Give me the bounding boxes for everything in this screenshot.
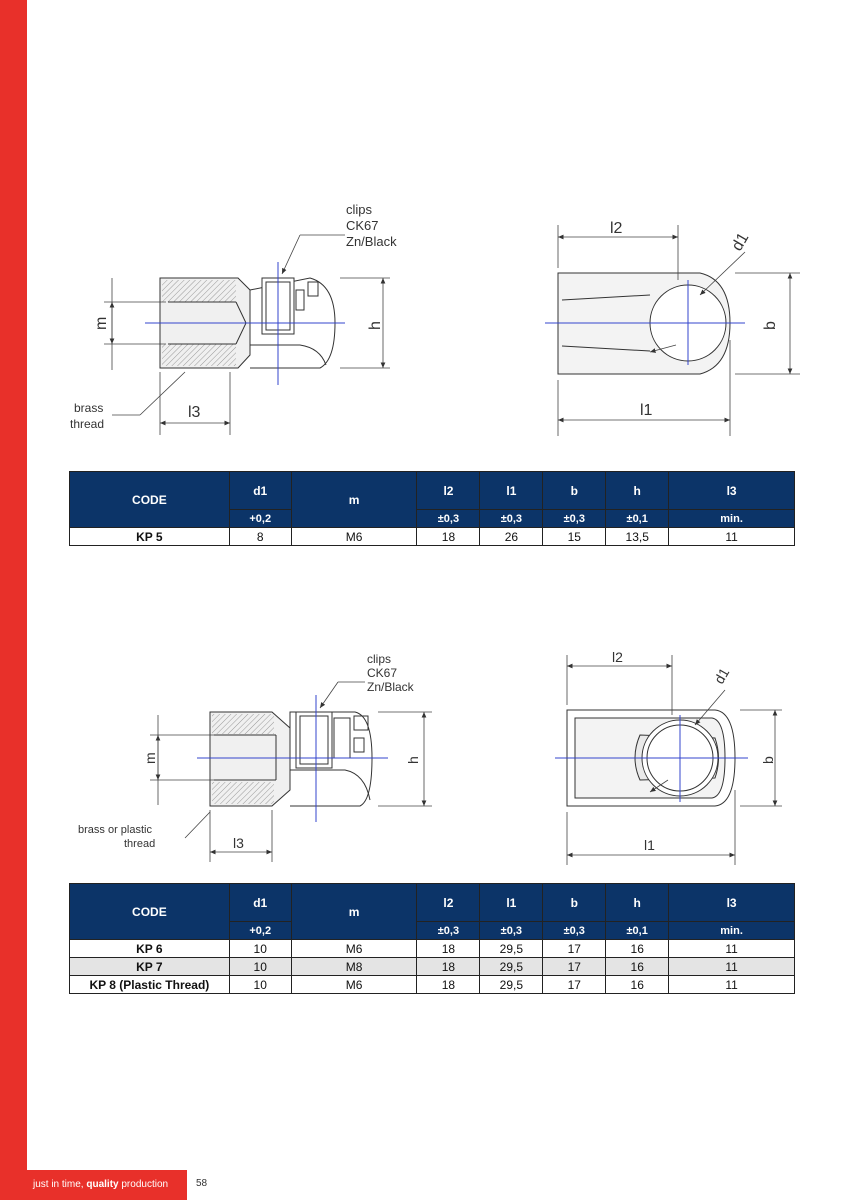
tol-l3: min. xyxy=(669,922,795,940)
cell-l1: 29,5 xyxy=(480,976,543,994)
cell-m: M6 xyxy=(291,528,417,546)
tol-h: ±0,1 xyxy=(606,510,669,528)
header-code: CODE xyxy=(70,884,230,940)
tagline-pre: just in time, xyxy=(33,1179,84,1190)
tagline-post: production xyxy=(121,1179,169,1190)
tol-b: ±0,3 xyxy=(543,922,606,940)
cell-l1: 29,5 xyxy=(480,940,543,958)
d1-clips-label-2: CK67 xyxy=(346,218,379,233)
table-row xyxy=(70,976,795,994)
cell-b: 17 xyxy=(543,940,606,958)
tagline-bold: quality xyxy=(86,1179,119,1190)
cell-l2: 18 xyxy=(417,976,480,994)
tol-l2: ±0,3 xyxy=(417,922,480,940)
d1-clips-label-3: Zn/Black xyxy=(346,234,397,249)
header-h: h xyxy=(606,472,669,510)
tol-l3: min. xyxy=(669,510,795,528)
cell-h: 16 xyxy=(606,976,669,994)
table-row xyxy=(70,940,795,958)
cell-l3: 11 xyxy=(669,528,795,546)
d2-h-label: h xyxy=(405,756,421,764)
spec-table-kp5 xyxy=(69,471,795,546)
cell-m: M6 xyxy=(291,976,417,994)
d2-clips-label-2: CK67 xyxy=(367,666,398,680)
cell-b: 17 xyxy=(543,958,606,976)
cell-d1: 10 xyxy=(229,958,291,976)
cell-l3: 11 xyxy=(669,958,795,976)
header-b: b xyxy=(543,884,606,922)
cell-code: KP 6 xyxy=(70,940,230,958)
d2-thread-label-1: brass or plastic xyxy=(78,824,152,836)
tol-h: ±0,1 xyxy=(606,922,669,940)
table-row xyxy=(70,528,795,546)
drawing2-side-view xyxy=(210,712,372,806)
cell-h: 16 xyxy=(606,940,669,958)
cell-l2: 18 xyxy=(417,528,480,546)
header-h: h xyxy=(606,884,669,922)
footer-tagline xyxy=(27,1170,187,1200)
d2-clips-label-1: clips xyxy=(367,652,392,666)
header-l3: l3 xyxy=(669,884,795,922)
d1-m-label: m xyxy=(93,316,110,330)
cell-code: KP 5 xyxy=(70,528,230,546)
d1-l3-label: l3 xyxy=(188,404,201,421)
d1-b-label: b xyxy=(762,321,779,330)
header-d1: d1 xyxy=(229,472,291,510)
header-l1: l1 xyxy=(480,472,543,510)
d1-d1-label: d1 xyxy=(728,230,753,254)
cell-code: KP 8 (Plastic Thread) xyxy=(70,976,230,994)
header-d1: d1 xyxy=(229,884,291,922)
cell-l3: 11 xyxy=(669,940,795,958)
cell-b: 15 xyxy=(543,528,606,546)
table-row xyxy=(70,958,795,976)
tol-l1: ±0,3 xyxy=(480,510,543,528)
header-b: b xyxy=(543,472,606,510)
header-code: CODE xyxy=(70,472,230,528)
cell-d1: 10 xyxy=(229,940,291,958)
header-l1: l1 xyxy=(480,884,543,922)
cell-l1: 29,5 xyxy=(480,958,543,976)
tol-d1: +0,2 xyxy=(229,922,291,940)
header-l3: l3 xyxy=(669,472,795,510)
cell-l3: 11 xyxy=(669,976,795,994)
cell-d1: 10 xyxy=(229,976,291,994)
d1-clips-label-1: clips xyxy=(346,202,373,217)
d2-b-label: b xyxy=(760,756,776,764)
cell-h: 13,5 xyxy=(606,528,669,546)
d1-h-label: h xyxy=(367,321,384,330)
cell-l2: 18 xyxy=(417,958,480,976)
tol-l1: ±0,3 xyxy=(480,922,543,940)
d1-l2-label: l2 xyxy=(610,220,623,237)
d2-l1-label: l1 xyxy=(644,837,655,853)
header-l2: l2 xyxy=(417,472,480,510)
d2-thread-label-2: thread xyxy=(124,838,156,850)
tol-b: ±0,3 xyxy=(543,510,606,528)
header-m: m xyxy=(291,884,417,940)
d1-thread-label-1: brass xyxy=(74,401,104,415)
cell-l1: 26 xyxy=(480,528,543,546)
tol-d1: +0,2 xyxy=(229,510,291,528)
cell-m: M6 xyxy=(291,940,417,958)
header-m: m xyxy=(291,472,417,528)
d1-thread-label-2: thread xyxy=(70,417,105,431)
d2-d1-label: d1 xyxy=(710,665,733,687)
header-l2: l2 xyxy=(417,884,480,922)
d1-l1-label: l1 xyxy=(640,402,653,419)
cell-code: KP 7 xyxy=(70,958,230,976)
page-number: 58 xyxy=(196,1178,208,1189)
cell-m: M8 xyxy=(291,958,417,976)
cell-l2: 18 xyxy=(417,940,480,958)
d2-l2-label: l2 xyxy=(612,649,623,665)
spec-table-kp6-kp8 xyxy=(69,883,795,994)
d2-clips-label-3: Zn/Black xyxy=(367,680,414,694)
cell-h: 16 xyxy=(606,958,669,976)
cell-b: 17 xyxy=(543,976,606,994)
cell-d1: 8 xyxy=(229,528,291,546)
d2-m-label: m xyxy=(142,752,158,764)
d2-l3-label: l3 xyxy=(233,835,244,851)
tol-l2: ±0,3 xyxy=(417,510,480,528)
